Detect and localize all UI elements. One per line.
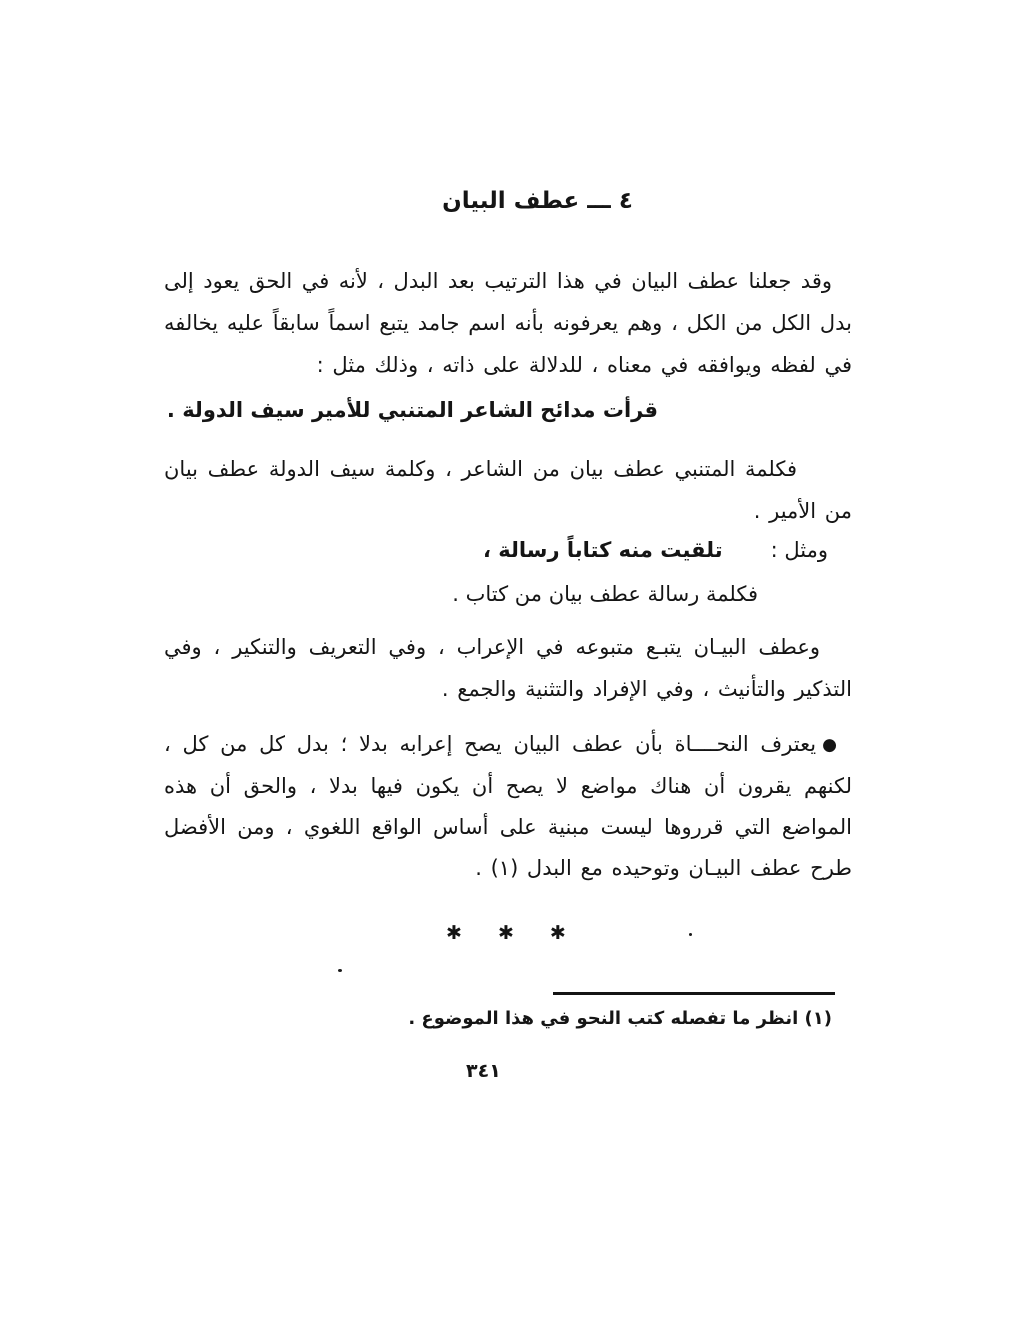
example-line-2	[483, 538, 828, 562]
page-title: ٤ ـــ عطف البيان	[442, 188, 633, 214]
paragraph-explanation-2: فكلمة رسالة عطف بيان من كتاب .	[452, 582, 758, 606]
scan-speck	[338, 969, 342, 972]
bullet-paragraph	[164, 724, 852, 889]
scan-speck	[689, 933, 692, 936]
example-2-label: ومثل :	[770, 538, 828, 562]
example-line-bold: قرأت مدائح الشاعر المتنبي للأمير سيف الدولة .	[166, 398, 658, 422]
page-number: ٣٤١	[466, 1060, 501, 1082]
bullet-icon: ●	[822, 735, 840, 755]
bullet-paragraph-text: يعترف النحــــاة بأن عطف البيان يصح إعرابه بدلا ؛ بدل كل من كل ، لكنهم يقرون أن هناك مواضع لا يصح أن يكون فيها بدلا ، والحق أن هذه المواضع التي قرروها ليست مبنية على أساس الواقع اللغوي ، ومن الأفضل طرح عطف البيـان وتوحيده مع البدل (١) .	[164, 732, 852, 880]
paragraph-explanation-1: فكلمة المتنبي عطف بيان من الشاعر ، وكلمة سيف الدولة عطف بيان من الأمير .	[164, 457, 852, 523]
example-2-text: تلقيت منه كتاباً رسالة ،	[483, 538, 723, 562]
paragraph-intro: وقد جعلنا عطف البيان في هذا الترتيب بعد البدل ، لأنه في الحق يعود إلى بدل الكل من الكل ، وهم يعرفونه بأنه اسم جامد يتبع اسماً سابقاً عليه يخالفه في لفظه ويوافقه في معناه ، للدلالة على ذاته ، وذلك مثل :	[164, 269, 852, 377]
paragraph-agreement: وعطف البيـان يتبـع متبوعه في الإعراب ، وفي التعريف والتنكير ، وفي التذكير والتأنيث ، وفي الإفراد والتثنية والجمع .	[164, 635, 852, 701]
section-divider-stars: ✱ ✱ ✱	[446, 922, 568, 944]
footnote-rule	[553, 992, 835, 995]
footnote-text: (١) انظر ما تفصله كتب النحو في هذا الموضوع .	[408, 1008, 832, 1029]
